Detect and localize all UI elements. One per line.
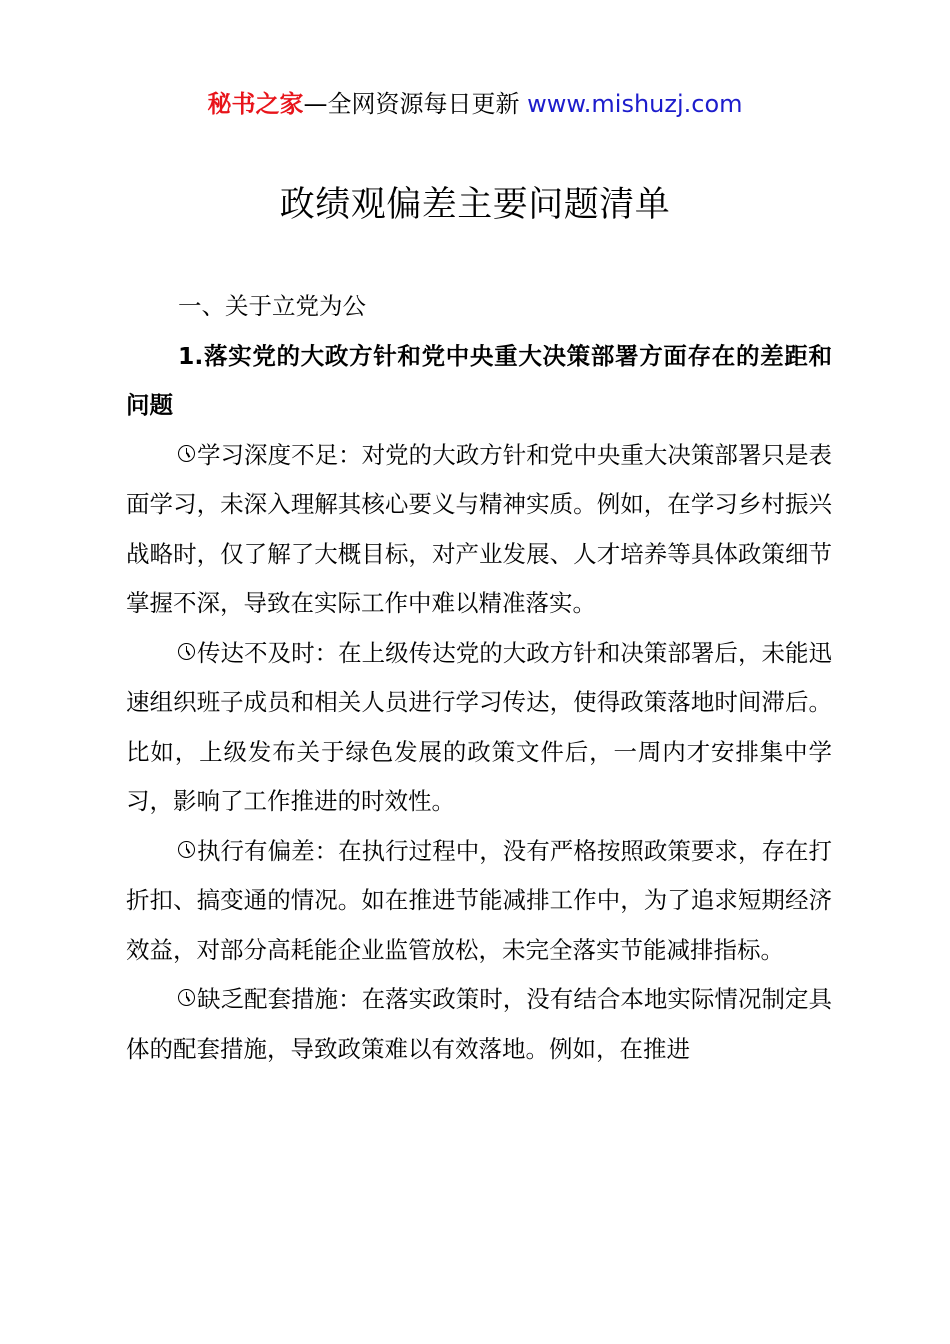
list-item-text: 学习深度不足：对党的大政方针和党中央重大决策部署只是表面学习，未深入理解其核心要义与精神实质。例如，在学习乡村振兴战略时，仅了解了大概目标，对产业发展、人才培养等具体政策细节掌握不深，导致在实际工作中难以精准落实。 <box>126 440 832 617</box>
list-item <box>126 629 832 827</box>
document-body <box>126 282 832 1074</box>
list-item <box>126 431 832 629</box>
list-item <box>126 827 832 976</box>
site-header <box>0 86 950 122</box>
site-url-link[interactable]: www.mishuzj.com <box>527 90 743 118</box>
brand-name: 秘书之家 <box>207 90 304 118</box>
clock-icon <box>178 989 195 1006</box>
list-item-text: 缺乏配套措施：在落实政策时，没有结合本地实际情况制定具体的配套措施，导致政策难以有效落地。例如，在推进 <box>126 985 832 1063</box>
list-item-text: 执行有偏差：在执行过程中，没有严格按照政策要求，存在打折扣、搞变通的情况。如在推进节能减排工作中，为了追求短期经济效益，对部分高耗能企业监管放松，未完全落实节能减排指标。 <box>126 836 832 964</box>
clock-icon <box>178 643 195 660</box>
clock-icon <box>178 841 195 858</box>
sub-heading: 1.落实党的大政方针和党中央重大决策部署方面存在的差距和问题 <box>126 341 832 419</box>
clock-icon <box>178 445 195 462</box>
site-slogan: —全网资源每日更新 <box>303 90 520 118</box>
list-item <box>126 975 832 1074</box>
list-item-text: 传达不及时：在上级传达党的大政方针和决策部署后，未能迅速组织班子成员和相关人员进行学习传达，使得政策落地时间滞后。比如，上级发布关于绿色发展的政策文件后，一周内才安排集中学习，影响了工作推进的时效性。 <box>126 638 832 815</box>
section-heading: 一、关于立党为公 <box>178 292 366 320</box>
document-title: 政绩观偏差主要问题清单 <box>279 185 671 225</box>
